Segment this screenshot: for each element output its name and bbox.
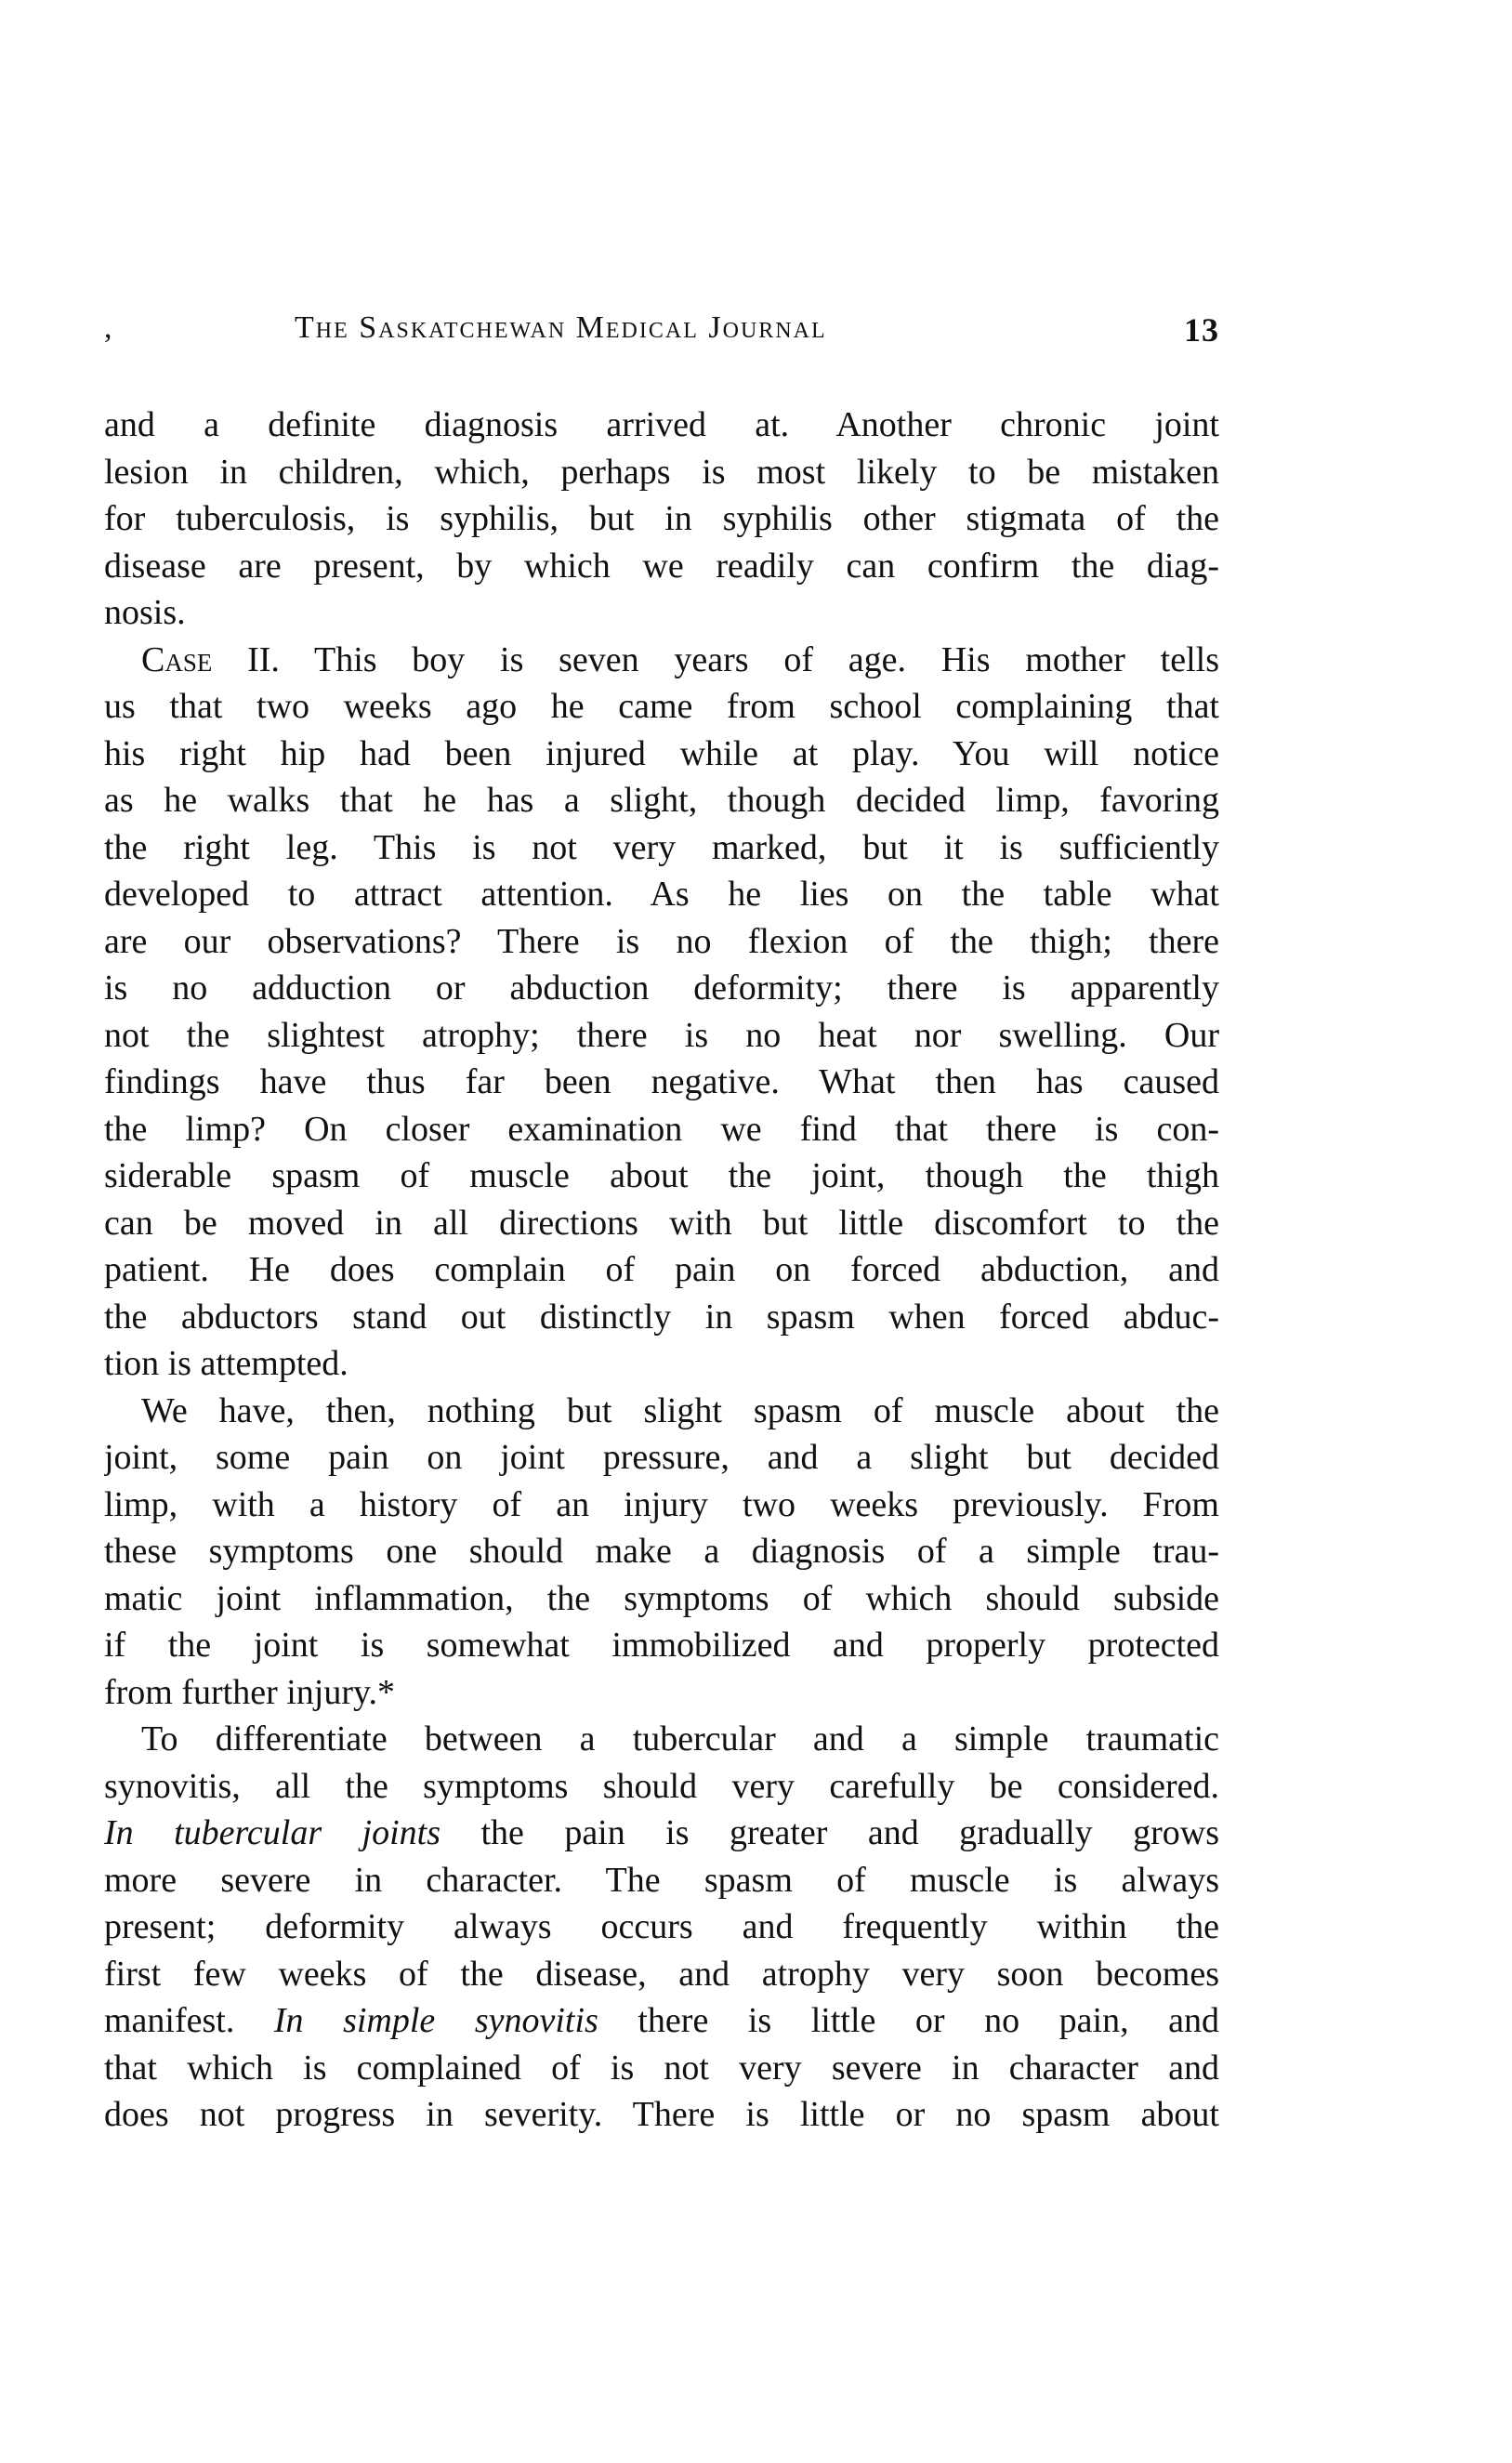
line-text: synovitis, all the symptoms should very carefully be considered.	[104, 1766, 1219, 1806]
line-text: is no adduction or abduction deformity; there is apparently	[104, 968, 1219, 1008]
journal-title: The Saskatchewan Medical Journal	[295, 310, 827, 345]
line-text: are our observations? There is no flexion of the thigh; there	[104, 921, 1219, 961]
text-line	[104, 1152, 1219, 1200]
line-text: the abductors stand out distinctly in spasm when forced abduc-	[104, 1297, 1219, 1337]
line-text: there is little or no pain, and	[598, 2001, 1219, 2040]
line-text: the limp? On closer examination we find that there is con-	[104, 1109, 1219, 1149]
text-line	[104, 1903, 1219, 1951]
text-line	[104, 543, 1219, 590]
text-line	[104, 1482, 1219, 1529]
line-text: tion is attempted.	[104, 1344, 348, 1383]
text-line	[104, 495, 1219, 543]
line-text: matic joint inflammation, the symptoms of which should subside	[104, 1578, 1219, 1618]
text-line	[104, 1106, 1219, 1153]
line-text: II. This boy is seven years of age. His mother tells	[212, 639, 1219, 679]
body-text	[104, 402, 1219, 2139]
text-line	[104, 1575, 1219, 1623]
text-line	[104, 1246, 1219, 1294]
italic-phrase: In simple synovitis	[273, 2001, 598, 2040]
line-text: not the slightest atrophy; there is no heat nor swelling. Our	[104, 1015, 1219, 1055]
text-line	[104, 683, 1219, 731]
line-text: developed to attract attention. As he lies on the table what	[104, 875, 1219, 914]
text-line	[104, 777, 1219, 824]
line-text: nosis.	[104, 593, 186, 632]
text-line	[104, 1997, 1219, 2045]
text-line	[104, 1763, 1219, 1811]
case-label: Case	[141, 639, 213, 679]
text-line	[104, 1340, 1219, 1388]
line-text: as he walks that he has a slight, though decided limp, favoring	[104, 781, 1219, 820]
line-text: these symptoms one should make a diagnosis of a simple trau-	[104, 1532, 1219, 1571]
text-line	[104, 824, 1219, 872]
line-text: if the joint is somewhat immobilized and properly protected	[104, 1626, 1219, 1665]
text-line	[104, 1388, 1219, 1435]
text-line	[104, 1857, 1219, 1904]
line-text: the pain is greater and gradually grows	[440, 1813, 1219, 1852]
text-line	[104, 637, 1219, 684]
header-mark: ,	[104, 310, 113, 345]
text-line	[104, 1434, 1219, 1482]
line-text: siderable spasm of muscle about the joint, though the thigh	[104, 1156, 1219, 1195]
text-line	[104, 1951, 1219, 1998]
text-line	[104, 871, 1219, 918]
line-text: the right leg. This is not very marked, but it is sufficiently	[104, 827, 1219, 867]
line-text: limp, with a history of an injury two weeks previously. From	[104, 1484, 1219, 1524]
text-line	[104, 1294, 1219, 1341]
line-text: and a definite diagnosis arrived at. Another chronic joint	[104, 405, 1219, 444]
text-line	[104, 1669, 1219, 1717]
text-line	[104, 2091, 1219, 2139]
text-line	[104, 2045, 1219, 2092]
line-text: disease are present, by which we readily can confirm the diag-	[104, 546, 1219, 586]
line-text: We have, then, nothing but slight spasm of muscle about the	[141, 1390, 1219, 1430]
text-line	[104, 731, 1219, 778]
running-head	[104, 310, 1219, 357]
text-line	[104, 1622, 1219, 1669]
text-line	[104, 918, 1219, 966]
text-line	[104, 589, 1219, 637]
line-text: that which is complained of is not very severe in character and	[104, 2048, 1219, 2088]
line-text: lesion in children, which, perhaps is most likely to be mistaken	[104, 452, 1219, 492]
line-text: patient. He does complain of pain on forced abduction, and	[104, 1250, 1219, 1289]
line-text: us that two weeks ago he came from school complaining that	[104, 687, 1219, 726]
text-line	[104, 965, 1219, 1012]
line-text: his right hip had been injured while at play. You will notice	[104, 733, 1219, 773]
text-line	[104, 1716, 1219, 1763]
text-line	[104, 449, 1219, 496]
text-line	[104, 1810, 1219, 1857]
line-text: from further injury.*	[104, 1672, 396, 1712]
page-number: 13	[1184, 311, 1219, 349]
text-line	[104, 1012, 1219, 1060]
text-line	[104, 1059, 1219, 1106]
line-text: more severe in character. The spasm of muscle is always	[104, 1860, 1219, 1900]
line-text: first few weeks of the disease, and atrophy very soon becomes	[104, 1954, 1219, 1994]
line-text: findings have thus far been negative. What then has caused	[104, 1062, 1219, 1101]
line-text: manifest.	[104, 2001, 274, 2040]
text-line	[104, 402, 1219, 449]
text-line	[104, 1528, 1219, 1575]
line-text: does not progress in severity. There is little or no spasm about	[104, 2095, 1219, 2134]
italic-phrase: In tubercular joints	[104, 1813, 441, 1852]
line-text: joint, some pain on joint pressure, and a slight but decided	[104, 1438, 1219, 1477]
text-line	[104, 1200, 1219, 1247]
line-text: To differentiate between a tubercular and a simple traumatic	[141, 1719, 1219, 1758]
line-text: for tuberculosis, is syphilis, but in syphilis other stigmata of the	[104, 499, 1219, 538]
line-text: present; deformity always occurs and frequently within the	[104, 1907, 1219, 1946]
line-text: can be moved in all directions with but little discomfort to the	[104, 1203, 1219, 1243]
